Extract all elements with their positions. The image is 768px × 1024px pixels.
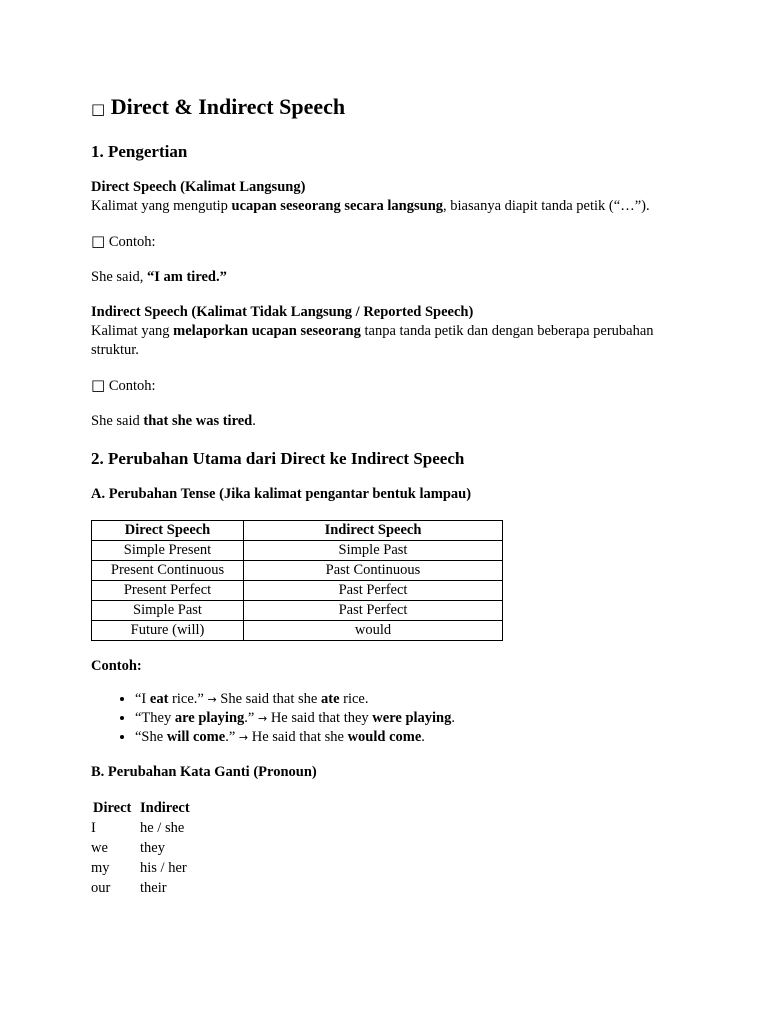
column-header: Indirect Speech: [244, 521, 503, 541]
table-cell: Past Perfect: [244, 581, 503, 601]
page-title: [91, 92, 678, 124]
example-report-pre: She said that she: [216, 691, 321, 707]
indirect-example-bold: that she was tired: [143, 413, 253, 429]
example-quote-post: rice.”: [168, 691, 204, 707]
table-cell: they: [140, 840, 165, 856]
table-row: [91, 858, 194, 878]
table-cell: Past Continuous: [244, 561, 503, 581]
example-quote-post: .”: [225, 729, 236, 745]
direct-example-label-text: Contoh:: [108, 234, 156, 250]
table-header-row: [92, 521, 503, 541]
examples-label: Contoh:: [91, 658, 142, 674]
direct-desc-bold: ucapan seseorang secara langsung: [231, 198, 444, 214]
list-item: [135, 728, 678, 747]
table-cell: Past Perfect: [244, 601, 503, 621]
list-item: [135, 709, 678, 728]
example-quote-post: .”: [244, 710, 255, 726]
example-quote-bold: eat: [149, 691, 169, 707]
indirect-example-label: [91, 376, 678, 396]
table-cell: Present Perfect: [92, 581, 244, 601]
table-row: [92, 601, 503, 621]
table-row: [91, 878, 194, 898]
example-report-pre: He said that they: [267, 710, 373, 726]
pronoun-subheading: B. Perubahan Kata Ganti (Pronoun): [91, 764, 317, 780]
column-header: Direct: [93, 800, 132, 816]
table-row: [92, 541, 503, 561]
arrow-right-icon: →: [238, 731, 249, 744]
direct-example-label: [91, 232, 678, 252]
indirect-desc-pre: Kalimat yang: [91, 323, 174, 339]
table-row: [92, 561, 503, 581]
direct-desc-pre: Kalimat yang mengutip: [91, 198, 232, 214]
direct-example: [91, 268, 678, 287]
table-row: [91, 818, 194, 838]
table-row: [91, 838, 194, 858]
indirect-desc-bold: melaporkan ucapan seseorang: [173, 323, 361, 339]
example-report-bold: were playing: [372, 710, 452, 726]
table-cell: their: [140, 880, 167, 896]
table-cell: Simple Present: [92, 541, 244, 561]
example-quote-pre: “I: [135, 691, 150, 707]
example-quote-bold: are playing: [174, 710, 245, 726]
example-report-bold: ate: [320, 691, 340, 707]
examples-list: [91, 690, 678, 747]
indirect-example-pre: She said: [91, 413, 144, 429]
table-cell: my: [91, 860, 110, 876]
direct-example-bold: “I am tired.”: [146, 269, 227, 285]
tense-subheading: A. Perubahan Tense (Jika kalimat pengantar bentuk lampau): [91, 486, 472, 502]
missing-glyph-icon: □: [91, 232, 106, 250]
example-quote-pre: “They: [135, 710, 175, 726]
example-report-pre: He said that she: [248, 729, 348, 745]
example-quote-pre: “She: [135, 729, 167, 745]
indirect-description: [91, 322, 678, 360]
table-cell: Future (will): [92, 621, 244, 641]
indirect-subheading: Indirect Speech (Kalimat Tidak Langsung / Reported Speech): [91, 304, 474, 320]
table-cell: Present Continuous: [92, 561, 244, 581]
table-cell: I: [91, 820, 96, 836]
column-header: Indirect: [140, 800, 190, 816]
direct-desc-post: , biasanya diapit tanda petik (“…”).: [443, 198, 650, 214]
table-cell: our: [91, 880, 111, 896]
tense-table: [91, 520, 503, 641]
arrow-right-icon: →: [207, 693, 217, 706]
table-cell: he / she: [140, 820, 185, 836]
table-cell: we: [91, 840, 108, 856]
table-cell: Simple Past: [92, 601, 244, 621]
table-cell: his / her: [140, 860, 187, 876]
table-cell: Simple Past: [244, 541, 503, 561]
indirect-example-label-text: Contoh:: [108, 378, 156, 394]
table-row: [92, 621, 503, 641]
column-header: Direct Speech: [92, 521, 244, 541]
direct-description: [91, 197, 678, 216]
indirect-example-post: .: [252, 413, 256, 429]
example-report-bold: would come: [347, 729, 422, 745]
example-report-post: .: [451, 710, 455, 726]
missing-glyph-icon: □: [91, 100, 106, 118]
table-header-row: [91, 798, 194, 818]
table-cell: would: [244, 621, 503, 641]
list-item: [135, 690, 678, 709]
direct-subheading: Direct Speech (Kalimat Langsung): [91, 179, 306, 195]
page-title-text: Direct & Indirect Speech: [110, 94, 346, 119]
section1-heading: 1. Pengertian: [91, 142, 188, 161]
example-report-post: rice.: [339, 691, 369, 707]
direct-example-pre: She said,: [91, 269, 147, 285]
pronoun-table: [91, 798, 194, 898]
indirect-desc-post: tanpa tanda petik dan dengan beberapa perubahan struktur.: [91, 323, 654, 358]
section2-heading: 2. Perubahan Utama dari Direct ke Indirect Speech: [91, 449, 465, 468]
indirect-example: [91, 412, 678, 431]
example-report-post: .: [421, 729, 425, 745]
missing-glyph-icon: □: [91, 376, 106, 394]
example-quote-bold: will come: [166, 729, 226, 745]
table-row: [92, 581, 503, 601]
arrow-right-icon: →: [257, 712, 268, 725]
